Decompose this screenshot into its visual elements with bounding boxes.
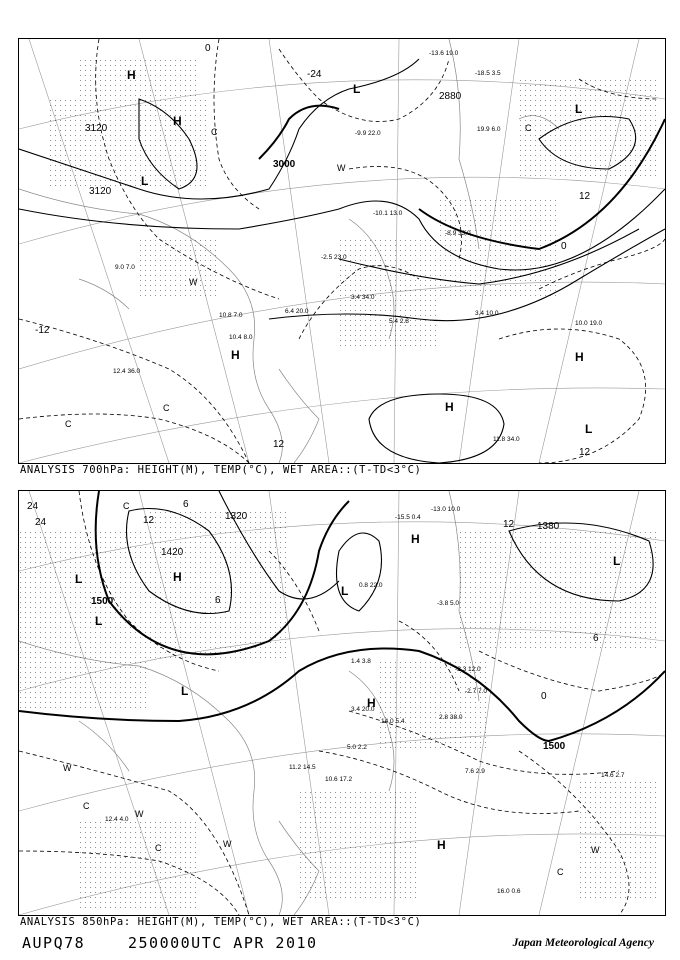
- high-pressure-center: H: [437, 838, 446, 852]
- station-plot: 16.0 0.6: [497, 888, 521, 895]
- height-label: 3120: [85, 123, 108, 134]
- high-pressure-center: H: [173, 114, 182, 128]
- station-plot: 11.2 14.5: [289, 764, 316, 771]
- station-plot: 10.0 19.0: [575, 320, 603, 327]
- map-700hpa-svg: [19, 39, 665, 463]
- height-label: 3120: [89, 186, 112, 197]
- station-plot: 3.4 20.0: [351, 706, 375, 713]
- height-label: 1320: [225, 511, 248, 522]
- height-label: 1500: [91, 596, 114, 607]
- station-plot: -2.3 12.0: [455, 666, 481, 673]
- temperature-label: 6: [593, 633, 599, 644]
- station-plot: -15.5 0.4: [395, 514, 421, 521]
- station-plot: 3.4 34.0: [351, 294, 375, 301]
- temperature-label: 6: [215, 595, 221, 606]
- height-label: 1420: [161, 547, 184, 558]
- caption-700hpa: ANALYSIS 700hPa: HEIGHT(M), TEMP(°C), WET AREA::(T-TD<3°C): [20, 464, 422, 476]
- height-label: 2880: [439, 91, 462, 102]
- station-plot: 5.4 2.8: [389, 318, 409, 325]
- cold-warm-marker: W: [337, 163, 346, 173]
- temperature-label: 12: [579, 191, 591, 202]
- station-plot: 14.0 5.4: [381, 718, 405, 725]
- station-plot: 12.4 4.0: [105, 816, 129, 823]
- low-pressure-center: L: [75, 572, 83, 586]
- cold-warm-marker: W: [223, 839, 232, 849]
- high-pressure-center: H: [231, 348, 240, 362]
- station-plot: -18.5 3.5: [475, 70, 501, 77]
- station-plot: 9.0 7.0: [115, 264, 135, 271]
- cold-warm-marker: W: [189, 277, 198, 287]
- station-plot: 7.6 2.9: [465, 768, 485, 775]
- station-plot: -8.9 33.0: [445, 230, 471, 237]
- cold-warm-marker: C: [557, 867, 564, 877]
- agency-name: Japan Meteorological Agency: [512, 937, 654, 949]
- temperature-label: 24: [27, 501, 39, 512]
- wet-area-stipple: [19, 511, 659, 911]
- temperature-label: 0: [561, 241, 567, 252]
- station-plot: 3.4 10.0: [475, 310, 499, 317]
- temperature-label: 12: [273, 439, 285, 450]
- station-plot: -13.6 19.0: [429, 50, 459, 57]
- high-pressure-center: H: [173, 570, 182, 584]
- station-plot: 14.6 2.7: [601, 772, 625, 779]
- high-pressure-center: H: [127, 68, 136, 82]
- station-plot: 19.9 6.0: [477, 126, 501, 133]
- temperature-label: 6: [183, 499, 189, 510]
- temperature-label: 24: [35, 517, 47, 528]
- temperature-label: 0: [541, 691, 547, 702]
- low-pressure-center: L: [585, 422, 593, 436]
- station-plot: 0.8 22.0: [359, 582, 383, 589]
- cold-warm-marker: C: [211, 127, 218, 137]
- station-plot: 10.8 7.0: [219, 312, 243, 319]
- low-pressure-center: L: [141, 174, 149, 188]
- station-plot: 12.4 36.0: [113, 368, 141, 375]
- chart-code: AUPQ78: [22, 934, 86, 952]
- low-pressure-center: L: [95, 614, 103, 628]
- cold-warm-marker: W: [135, 809, 144, 819]
- cold-warm-marker: W: [63, 763, 72, 773]
- cold-warm-marker: W: [591, 845, 600, 855]
- height-label: 3000: [273, 159, 296, 170]
- station-plot: 1.4 3.8: [351, 658, 371, 665]
- station-plot: -13.0 10.0: [431, 506, 461, 513]
- station-plot: 2.8 38.0: [439, 714, 463, 721]
- station-plot: 11.8 34.0: [493, 436, 520, 443]
- cold-warm-marker: C: [155, 843, 162, 853]
- high-pressure-center: H: [575, 350, 584, 364]
- cold-warm-marker: C: [123, 501, 130, 511]
- station-plot: -2.7 7.0: [465, 688, 488, 695]
- temperature-label: 12: [503, 519, 515, 530]
- high-pressure-center: H: [411, 532, 420, 546]
- station-plot: 10.4 8.0: [229, 334, 253, 341]
- cold-warm-marker: C: [163, 403, 170, 413]
- low-pressure-center: L: [181, 684, 189, 698]
- station-plot: -2.5 23.0: [321, 254, 347, 261]
- temperature-label: 12: [579, 447, 591, 458]
- analysis-time: 250000UTC APR 2010: [128, 934, 318, 952]
- station-plot: -3.8 5.0: [437, 600, 460, 607]
- cold-warm-marker: C: [525, 123, 532, 133]
- map-panel-700hpa: [18, 38, 666, 464]
- temperature-label: -24: [307, 69, 322, 80]
- temperature-label: -12: [35, 325, 50, 336]
- map-panel-850hpa: [18, 490, 666, 916]
- low-pressure-center: L: [613, 554, 621, 568]
- station-plot: 5.0 2.2: [347, 744, 367, 751]
- caption-850hpa: ANALYSIS 850hPa: HEIGHT(M), TEMP(°C), WET AREA::(T-TD<3°C): [20, 916, 422, 928]
- cold-warm-marker: C: [83, 801, 90, 811]
- cold-warm-marker: C: [65, 419, 72, 429]
- height-label: 1500: [543, 741, 566, 752]
- temperature-label: 0: [205, 43, 211, 54]
- low-pressure-center: L: [353, 82, 361, 96]
- low-pressure-center: L: [575, 102, 583, 116]
- station-plot: -9.9 22.0: [355, 130, 381, 137]
- height-label: 1380: [537, 521, 560, 532]
- map-850hpa-svg: [19, 491, 665, 915]
- high-pressure-center: H: [445, 400, 454, 414]
- station-plot: 10.6 17.2: [325, 776, 353, 783]
- low-pressure-center: L: [341, 584, 349, 598]
- temperature-label: 12: [143, 515, 155, 526]
- high-pressure-center: H: [367, 696, 376, 710]
- station-plot: 6.4 20.0: [285, 308, 309, 315]
- station-plot: -10.1 13.0: [373, 210, 403, 217]
